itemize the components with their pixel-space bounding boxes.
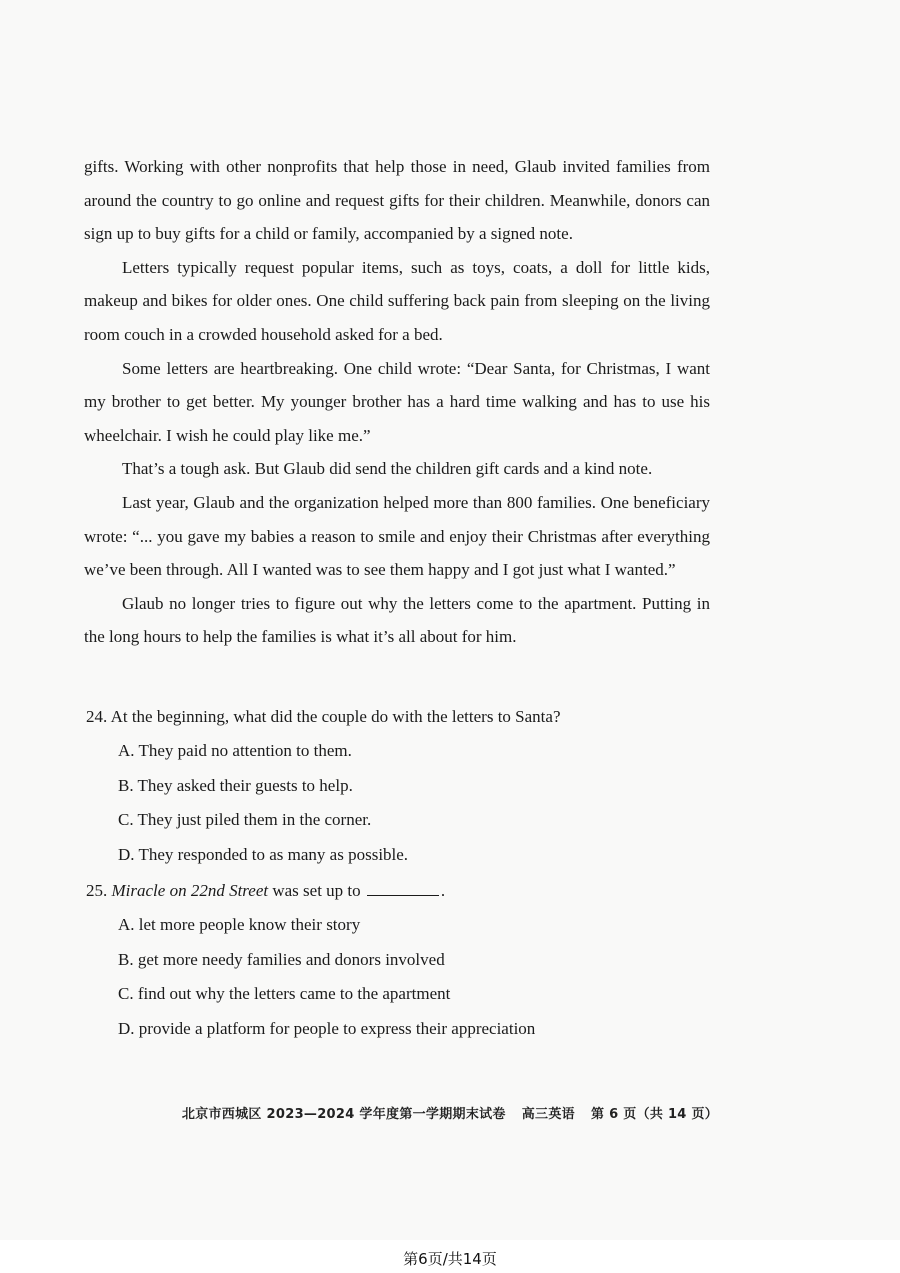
answer-option: A. They paid no attention to them. xyxy=(118,741,352,760)
question-24 xyxy=(86,700,706,872)
question-25 xyxy=(86,874,706,1046)
question-stem xyxy=(86,874,706,908)
passage-paragraph: Some letters are heartbreaking. One child wrote: “Dear Santa, for Christmas, I want my brother to get better. My younger brother has a hard time walking and has to use his wheelchair. I wish he could play like me.” xyxy=(84,358,710,445)
answer-option: C. find out why the letters came to the apartment xyxy=(118,984,451,1003)
answer-option: B. They asked their guests to help. xyxy=(118,775,353,795)
answer-option: D. They responded to as many as possible. xyxy=(118,844,409,864)
passage-paragraph: Last year, Glaub and the organization helped more than 800 families. One beneficiary wrote: “... you gave my babies a reason to smile and enjoy their Christmas after everything we’ve been through. All I wanted was to see them happy and I got just what I wanted.” xyxy=(84,492,710,580)
question-number: 25. xyxy=(86,881,108,900)
passage-paragraph: gifts. Working with other nonprofits that help those in need, Glaub invited families from around the country to go online and request gifts for their children. Meanwhile, donors can sign up to buy gifts for a child or family, accompanied by a signed note. xyxy=(84,157,710,244)
passage-paragraph: Glaub no longer tries to figure out why the letters come to the apartment. Putting in the long hours to help the families is what it’s all about for him. xyxy=(84,593,710,647)
exam-subject: 高三英语 xyxy=(521,1107,575,1122)
question-text: At the beginning, what did the couple do with the letters to Santa? xyxy=(110,707,561,726)
exam-title: 北京市西城区 2023—2024 学年度第一学期期末试卷 xyxy=(181,1107,506,1122)
answer-option: A. let more people know their story xyxy=(118,915,361,934)
question-stem xyxy=(86,700,706,734)
exam-page-number: 第 6 页（共 14 页） xyxy=(590,1107,719,1122)
answer-option: D. provide a platform for people to express their appreciation xyxy=(118,1018,536,1038)
reading-passage xyxy=(84,150,710,654)
page-indicator: 第6页/共14页 xyxy=(403,1250,497,1268)
question-end: . xyxy=(440,881,446,900)
passage-paragraph: That’s a tough ask. But Glaub did send the children gift cards and a kind note. xyxy=(122,459,653,479)
exam-footer xyxy=(0,1103,900,1122)
question-title: Miracle on 22nd Street xyxy=(111,881,269,900)
question-number: 24. xyxy=(86,707,108,726)
answer-option: B. get more needy families and donors involved xyxy=(118,949,445,969)
answer-option: C. They just piled them in the corner. xyxy=(118,810,372,829)
passage-paragraph: Letters typically request popular items, such as toys, coats, a doll for little kids, makeup and bikes for older ones. One child suffering back pain from sleeping on the living room couch in a crowded household asked for a bed. xyxy=(84,257,710,344)
question-list xyxy=(86,700,706,1046)
question-text: was set up to xyxy=(272,881,361,900)
answer-blank xyxy=(367,881,439,896)
